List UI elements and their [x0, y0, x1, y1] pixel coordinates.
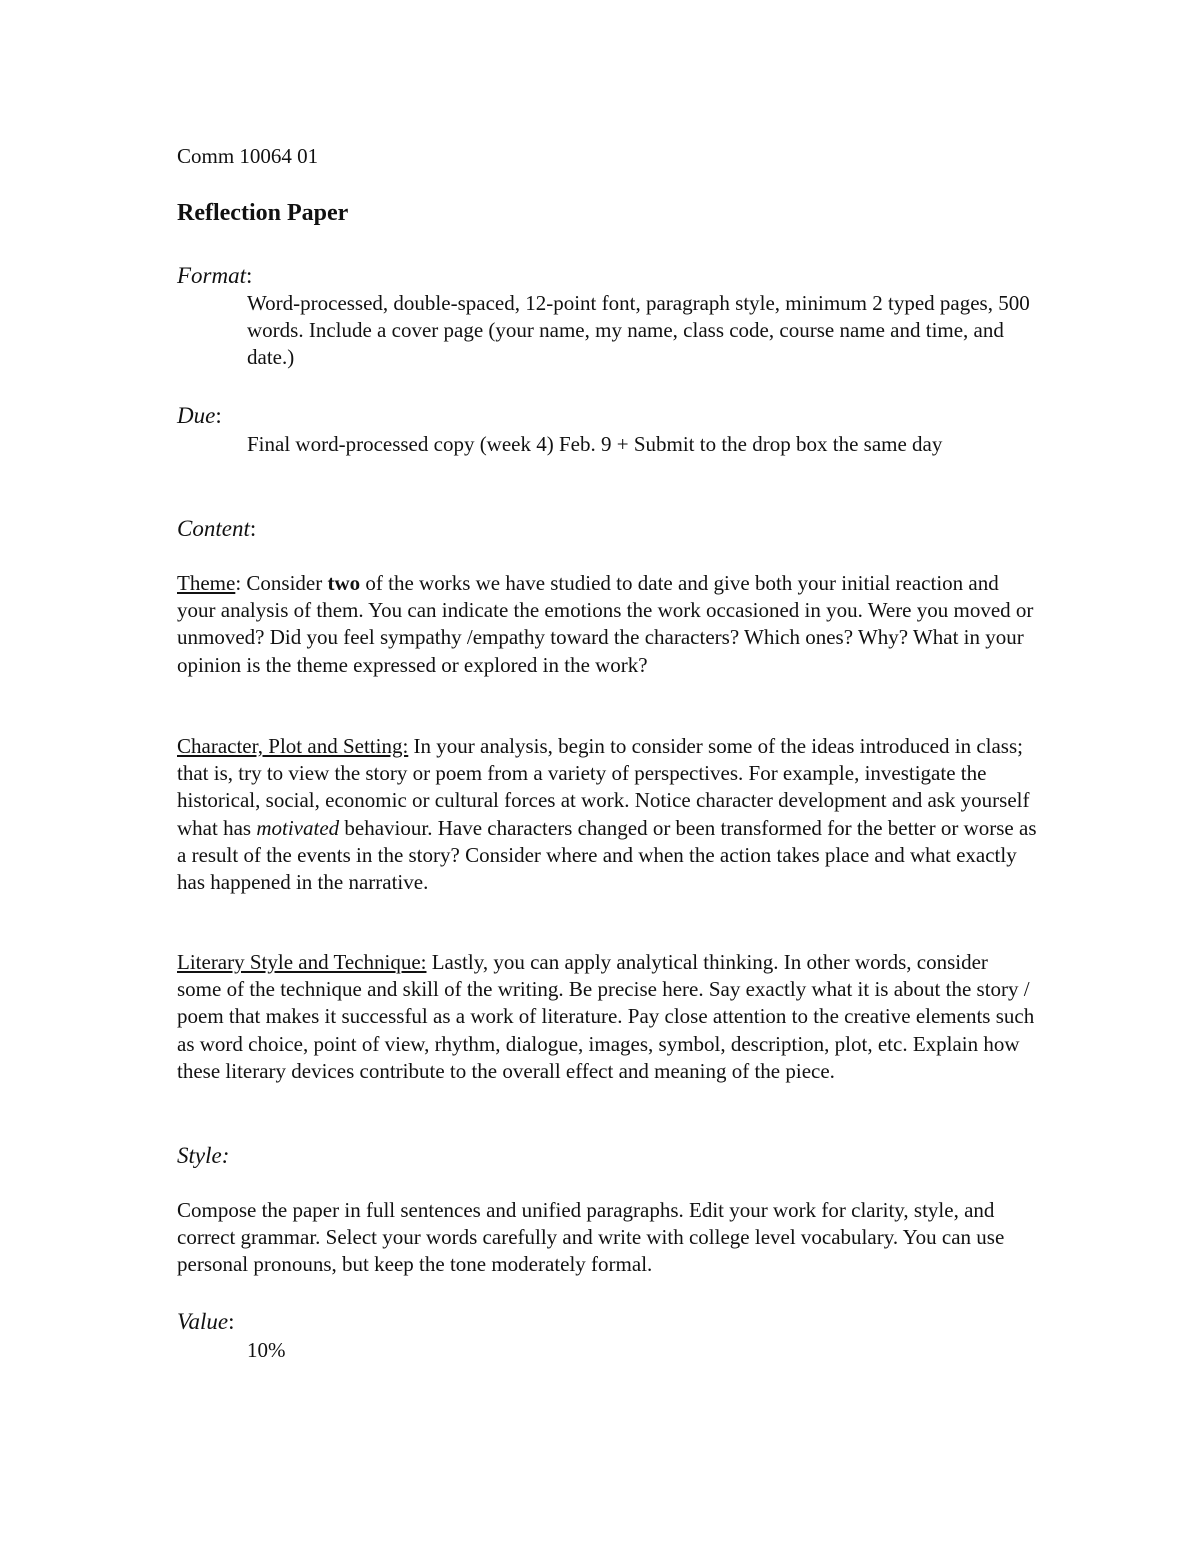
content-heading-colon: :	[249, 516, 257, 541]
content-heading-label: Content	[177, 516, 250, 541]
due-heading	[177, 402, 1037, 430]
character-italic-word: motivated	[256, 815, 340, 840]
content-heading	[177, 515, 1037, 543]
due-text-content: Final word-processed copy (week 4) Feb. 9 + Submit to the drop box the same day	[247, 432, 943, 456]
style-heading: Style:	[177, 1143, 230, 1168]
value-heading	[177, 1308, 1037, 1336]
format-heading-label: Format	[177, 263, 246, 288]
theme-after-label: : Consider	[235, 571, 328, 595]
value-heading-colon: :	[228, 1309, 235, 1334]
format-heading	[177, 262, 1037, 290]
document-title: Reflection Paper	[177, 200, 349, 226]
due-text	[177, 431, 1037, 458]
character-text-before: In your analysis, begin to consider some of the ideas introduced in class; that is, try to view the story or poem from a variety of perspectives. For example, investigate the historical, social, economic or cultural forces at work. Notice character development and ask yourself what has	[177, 734, 1030, 840]
character-label: Character, Plot and Setting:	[177, 734, 409, 758]
value-heading-label: Value	[177, 1309, 229, 1334]
style-text: Compose the paper in full sentences and unified paragraphs. Edit your work for clarity, style, and correct grammar. Select your words carefully and write with college level vocabulary. You can use personal pronouns, but keep the tone moderately formal.	[177, 1198, 1005, 1277]
due-heading-label: Due	[177, 403, 216, 428]
theme-paragraph	[177, 570, 1037, 679]
character-text-after: behaviour. Have characters changed or been transformed for the better or worse as a result of the events in the story? Consider where and when the action takes place and what exactly has happened in the narrative.	[177, 815, 1037, 895]
theme-text: of the works we have studied to date and give both your initial reaction and your analysis of them. You can indicate the emotions the work occasioned in you. Were you moved or unmoved? Did you feel sympathy /empathy toward the characters? Which ones? Why? What in your opinion is the theme expressed or explored in the work?	[177, 571, 1034, 677]
course-code: Comm 10064 01	[177, 144, 319, 168]
value-text: 10%	[247, 1338, 286, 1362]
due-heading-colon: :	[215, 403, 222, 428]
literary-paragraph	[177, 949, 1037, 1085]
format-text: Word-processed, double-spaced, 12-point font, paragraph style, minimum 2 typed pages, 500 words. Include a cover page (your name, my name, class code, course name and time, and date.)	[247, 291, 1030, 370]
literary-text: Lastly, you can apply analytical thinking. In other words, consider some of the technique and skill of the writing. Be precise here. Say exactly what it is about the story / poem that makes it successful as a work of literature. Pay close attention to the creative elements such as word choice, point of view, rhythm, dialogue, images, symbol, description, plot, etc. Explain how these literary devices contribute to the overall effect and meaning of the piece.	[177, 950, 1035, 1083]
theme-label: Theme	[177, 571, 236, 595]
character-paragraph	[177, 733, 1037, 896]
theme-bold-word: two	[327, 571, 361, 595]
literary-label: Literary Style and Technique:	[177, 950, 427, 974]
format-heading-colon: :	[246, 263, 253, 288]
